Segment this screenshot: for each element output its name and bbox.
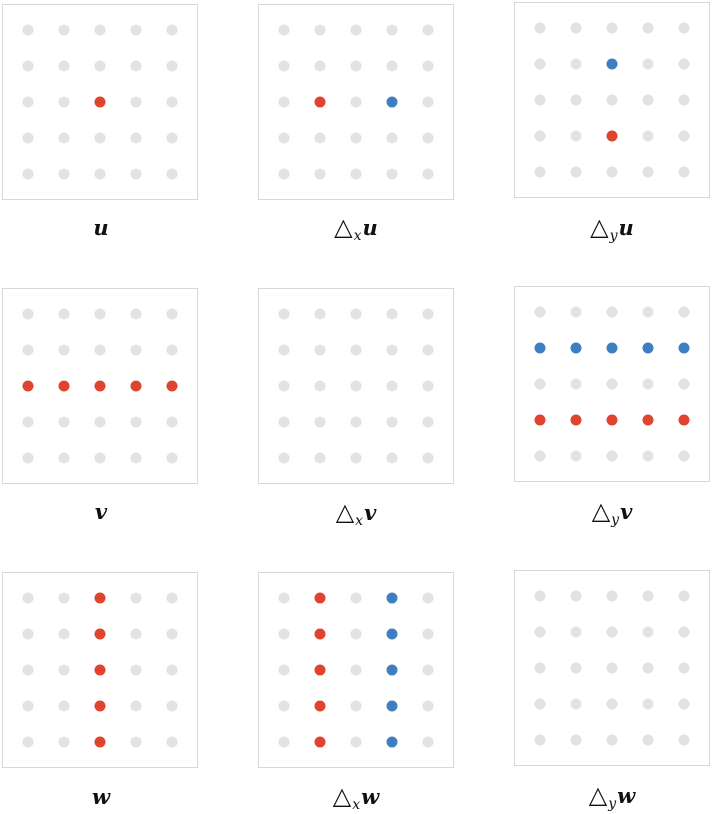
dot-gray bbox=[351, 665, 362, 676]
dot-gray bbox=[131, 737, 142, 748]
dot-gray bbox=[387, 381, 398, 392]
dot-gray bbox=[351, 97, 362, 108]
panel-u bbox=[2, 4, 198, 200]
dot-gray bbox=[351, 381, 362, 392]
dot-gray bbox=[315, 133, 326, 144]
panel-dy-u bbox=[514, 2, 710, 198]
dot-gray bbox=[59, 417, 70, 428]
caption-var: w bbox=[361, 784, 380, 809]
dot-gray bbox=[423, 169, 434, 180]
dot-gray bbox=[131, 417, 142, 428]
dot-gray bbox=[131, 97, 142, 108]
dot-red bbox=[315, 665, 326, 676]
dot-gray bbox=[607, 23, 618, 34]
caption-var: u bbox=[618, 215, 634, 240]
dot-gray bbox=[131, 453, 142, 464]
dot-gray bbox=[167, 133, 178, 144]
dot-gray bbox=[535, 167, 546, 178]
dot-gray bbox=[23, 309, 34, 320]
dot-gray bbox=[423, 737, 434, 748]
dot-gray bbox=[535, 23, 546, 34]
dot-gray bbox=[59, 61, 70, 72]
dot-gray bbox=[95, 133, 106, 144]
caption-var: v bbox=[364, 500, 377, 525]
dot-gray bbox=[23, 701, 34, 712]
panel-dy-w bbox=[514, 570, 710, 766]
dot-gray bbox=[131, 345, 142, 356]
dot-gray bbox=[23, 737, 34, 748]
dot-red bbox=[95, 665, 106, 676]
dot-gray bbox=[279, 701, 290, 712]
dot-gray bbox=[279, 417, 290, 428]
dot-gray bbox=[387, 309, 398, 320]
caption-var: w bbox=[91, 784, 111, 809]
dot-gray bbox=[679, 627, 690, 638]
dot-gray bbox=[643, 735, 654, 746]
dot-gray bbox=[423, 309, 434, 320]
dot-gray bbox=[23, 25, 34, 36]
dot-gray bbox=[423, 25, 434, 36]
dot-gray bbox=[23, 453, 34, 464]
dot-gray bbox=[59, 97, 70, 108]
panel-dx-u bbox=[258, 4, 454, 200]
dot-gray bbox=[643, 59, 654, 70]
caption-op: △ bbox=[332, 782, 352, 810]
dot-gray bbox=[351, 629, 362, 640]
dot-gray bbox=[279, 665, 290, 676]
dot-gray bbox=[279, 133, 290, 144]
dot-gray bbox=[571, 699, 582, 710]
dot-gray bbox=[351, 593, 362, 604]
dot-gray bbox=[607, 307, 618, 318]
panel-dx-v bbox=[258, 288, 454, 484]
dot-grid-dx-v bbox=[259, 289, 453, 483]
dot-gray bbox=[643, 95, 654, 106]
dot-blue bbox=[387, 737, 398, 748]
dot-gray bbox=[387, 133, 398, 144]
caption-var: v bbox=[94, 499, 108, 524]
dot-gray bbox=[351, 345, 362, 356]
dot-red bbox=[131, 381, 142, 392]
dot-blue bbox=[535, 343, 546, 354]
dot-gray bbox=[23, 169, 34, 180]
dot-red bbox=[95, 97, 106, 108]
dot-gray bbox=[59, 453, 70, 464]
dot-red bbox=[315, 97, 326, 108]
caption-sub: y bbox=[609, 228, 618, 244]
caption-var: v bbox=[620, 499, 633, 524]
dot-gray bbox=[279, 593, 290, 604]
dot-gray bbox=[423, 701, 434, 712]
dot-gray bbox=[167, 25, 178, 36]
dot-gray bbox=[423, 345, 434, 356]
caption-dy-v bbox=[514, 497, 710, 529]
dot-gray bbox=[315, 309, 326, 320]
caption-sub: x bbox=[353, 228, 362, 244]
dot-blue bbox=[607, 343, 618, 354]
dot-gray bbox=[23, 345, 34, 356]
dot-gray bbox=[351, 453, 362, 464]
dot-gray bbox=[167, 629, 178, 640]
dot-blue bbox=[679, 343, 690, 354]
dot-gray bbox=[315, 61, 326, 72]
dot-gray bbox=[423, 453, 434, 464]
dot-gray bbox=[679, 95, 690, 106]
dot-gray bbox=[643, 23, 654, 34]
dot-gray bbox=[315, 453, 326, 464]
caption-dx-w bbox=[258, 782, 454, 814]
dot-gray bbox=[351, 417, 362, 428]
dot-gray bbox=[423, 665, 434, 676]
dot-gray bbox=[387, 61, 398, 72]
dot-gray bbox=[535, 379, 546, 390]
dot-gray bbox=[315, 169, 326, 180]
dot-blue bbox=[387, 701, 398, 712]
caption-op: △ bbox=[590, 213, 609, 241]
dot-gray bbox=[59, 133, 70, 144]
dot-gray bbox=[131, 309, 142, 320]
caption-sub: y bbox=[611, 512, 620, 528]
dot-gray bbox=[59, 309, 70, 320]
dot-gray bbox=[167, 345, 178, 356]
dot-gray bbox=[571, 23, 582, 34]
dot-gray bbox=[607, 735, 618, 746]
dot-red bbox=[315, 737, 326, 748]
dot-gray bbox=[571, 663, 582, 674]
dot-gray bbox=[571, 735, 582, 746]
dot-gray bbox=[23, 593, 34, 604]
caption-dx-v bbox=[258, 498, 454, 530]
dot-gray bbox=[131, 593, 142, 604]
caption-var: u bbox=[93, 215, 109, 240]
dot-gray bbox=[535, 627, 546, 638]
dot-gray bbox=[167, 593, 178, 604]
dot-gray bbox=[535, 307, 546, 318]
dot-gray bbox=[59, 701, 70, 712]
dot-gray bbox=[535, 699, 546, 710]
caption-sub: x bbox=[355, 513, 364, 529]
dot-gray bbox=[351, 61, 362, 72]
dot-gray bbox=[571, 451, 582, 462]
dot-gray bbox=[279, 309, 290, 320]
dot-gray bbox=[131, 133, 142, 144]
caption-u bbox=[2, 213, 198, 245]
dot-gray bbox=[571, 131, 582, 142]
dot-gray bbox=[679, 663, 690, 674]
dot-gray bbox=[607, 627, 618, 638]
dot-grid-dx-u bbox=[259, 5, 453, 199]
dot-grid-w bbox=[3, 573, 197, 767]
dot-gray bbox=[571, 307, 582, 318]
dot-gray bbox=[643, 699, 654, 710]
caption-dy-w bbox=[514, 781, 710, 813]
dot-red bbox=[315, 629, 326, 640]
dot-gray bbox=[607, 451, 618, 462]
dot-gray bbox=[643, 591, 654, 602]
dot-gray bbox=[679, 379, 690, 390]
dot-gray bbox=[351, 309, 362, 320]
dot-gray bbox=[351, 701, 362, 712]
dot-gray bbox=[95, 345, 106, 356]
caption-op: △ bbox=[334, 213, 353, 241]
dot-red bbox=[95, 629, 106, 640]
dot-gray bbox=[607, 663, 618, 674]
dot-red bbox=[679, 415, 690, 426]
dot-red bbox=[95, 593, 106, 604]
dot-grid-u bbox=[3, 5, 197, 199]
dot-gray bbox=[59, 629, 70, 640]
dot-gray bbox=[643, 167, 654, 178]
dot-gray bbox=[315, 417, 326, 428]
dot-gray bbox=[535, 59, 546, 70]
dot-gray bbox=[59, 737, 70, 748]
dot-gray bbox=[607, 95, 618, 106]
dot-gray bbox=[535, 131, 546, 142]
caption-sub: y bbox=[608, 796, 617, 812]
dot-grid-dx-w bbox=[259, 573, 453, 767]
caption-op: △ bbox=[335, 498, 355, 526]
dot-gray bbox=[535, 591, 546, 602]
dot-gray bbox=[131, 629, 142, 640]
dot-gray bbox=[279, 453, 290, 464]
dot-gray bbox=[95, 417, 106, 428]
dot-gray bbox=[279, 345, 290, 356]
dot-gray bbox=[167, 169, 178, 180]
dot-gray bbox=[679, 735, 690, 746]
dot-blue bbox=[387, 665, 398, 676]
dot-red bbox=[571, 415, 582, 426]
dot-gray bbox=[423, 133, 434, 144]
dot-grid-dy-u bbox=[515, 3, 709, 197]
dot-gray bbox=[95, 61, 106, 72]
dot-gray bbox=[423, 61, 434, 72]
dot-red bbox=[23, 381, 34, 392]
dot-red bbox=[167, 381, 178, 392]
caption-dy-u bbox=[514, 213, 710, 245]
dot-gray bbox=[643, 663, 654, 674]
dot-gray bbox=[387, 345, 398, 356]
caption-sub: x bbox=[352, 797, 361, 813]
dot-blue bbox=[387, 629, 398, 640]
dot-gray bbox=[679, 23, 690, 34]
dot-gray bbox=[643, 627, 654, 638]
dot-gray bbox=[387, 169, 398, 180]
dot-gray bbox=[535, 735, 546, 746]
dot-red bbox=[59, 381, 70, 392]
dot-gray bbox=[95, 309, 106, 320]
dot-gray bbox=[571, 59, 582, 70]
dot-gray bbox=[279, 737, 290, 748]
dot-gray bbox=[279, 381, 290, 392]
dot-gray bbox=[23, 133, 34, 144]
dot-blue bbox=[387, 97, 398, 108]
dot-gray bbox=[23, 629, 34, 640]
dot-gray bbox=[571, 95, 582, 106]
dot-gray bbox=[423, 417, 434, 428]
dot-gray bbox=[423, 381, 434, 392]
dot-gray bbox=[643, 451, 654, 462]
dot-blue bbox=[607, 59, 618, 70]
dot-gray bbox=[167, 737, 178, 748]
dot-gray bbox=[23, 665, 34, 676]
dot-gray bbox=[279, 629, 290, 640]
dot-gray bbox=[679, 451, 690, 462]
dot-gray bbox=[535, 95, 546, 106]
dot-gray bbox=[59, 345, 70, 356]
caption-op: △ bbox=[588, 781, 608, 809]
dot-gray bbox=[167, 61, 178, 72]
dot-gray bbox=[535, 451, 546, 462]
dot-gray bbox=[423, 629, 434, 640]
dot-gray bbox=[131, 25, 142, 36]
dot-gray bbox=[387, 25, 398, 36]
dot-gray bbox=[167, 453, 178, 464]
caption-var: u bbox=[362, 215, 378, 240]
dot-grid-v bbox=[3, 289, 197, 483]
dot-gray bbox=[279, 61, 290, 72]
dot-gray bbox=[167, 665, 178, 676]
dot-gray bbox=[131, 701, 142, 712]
dot-gray bbox=[167, 417, 178, 428]
dot-gray bbox=[679, 591, 690, 602]
dot-gray bbox=[643, 131, 654, 142]
dot-gray bbox=[571, 167, 582, 178]
dot-gray bbox=[351, 133, 362, 144]
dot-red bbox=[315, 701, 326, 712]
dot-gray bbox=[131, 61, 142, 72]
dot-gray bbox=[59, 665, 70, 676]
dot-red bbox=[95, 737, 106, 748]
dot-gray bbox=[167, 97, 178, 108]
dot-gray bbox=[607, 699, 618, 710]
dot-gray bbox=[315, 25, 326, 36]
dot-gray bbox=[23, 61, 34, 72]
dot-gray bbox=[643, 379, 654, 390]
dot-gray bbox=[643, 307, 654, 318]
dot-gray bbox=[679, 59, 690, 70]
dot-gray bbox=[131, 169, 142, 180]
dot-blue bbox=[571, 343, 582, 354]
dot-gray bbox=[23, 417, 34, 428]
dot-gray bbox=[571, 379, 582, 390]
dot-gray bbox=[351, 25, 362, 36]
caption-v bbox=[2, 497, 198, 529]
dot-gray bbox=[315, 345, 326, 356]
dot-grid-dy-v bbox=[515, 287, 709, 481]
dot-gray bbox=[279, 25, 290, 36]
dot-gray bbox=[279, 97, 290, 108]
caption-w bbox=[2, 782, 198, 814]
dot-gray bbox=[679, 131, 690, 142]
dot-gray bbox=[59, 593, 70, 604]
panel-w bbox=[2, 572, 198, 768]
dot-gray bbox=[607, 591, 618, 602]
dot-gray bbox=[679, 699, 690, 710]
dot-gray bbox=[351, 169, 362, 180]
dot-gray bbox=[679, 307, 690, 318]
dot-gray bbox=[23, 97, 34, 108]
caption-var: w bbox=[617, 783, 636, 808]
caption-dx-u bbox=[258, 213, 454, 245]
dot-gray bbox=[571, 591, 582, 602]
dot-gray bbox=[95, 453, 106, 464]
dot-gray bbox=[387, 453, 398, 464]
panel-dy-v bbox=[514, 286, 710, 482]
dot-gray bbox=[59, 25, 70, 36]
caption-op: △ bbox=[591, 497, 611, 525]
dot-gray bbox=[423, 593, 434, 604]
dot-grid-dy-w bbox=[515, 571, 709, 765]
dot-gray bbox=[167, 309, 178, 320]
dot-gray bbox=[679, 167, 690, 178]
dot-gray bbox=[59, 169, 70, 180]
dot-gray bbox=[279, 169, 290, 180]
panel-v bbox=[2, 288, 198, 484]
dot-red bbox=[95, 381, 106, 392]
dot-gray bbox=[95, 169, 106, 180]
dot-red bbox=[643, 415, 654, 426]
dot-gray bbox=[607, 167, 618, 178]
dot-gray bbox=[607, 379, 618, 390]
dot-gray bbox=[167, 701, 178, 712]
dot-blue bbox=[387, 593, 398, 604]
dot-red bbox=[607, 131, 618, 142]
dot-gray bbox=[387, 417, 398, 428]
dot-gray bbox=[571, 627, 582, 638]
dot-gray bbox=[95, 25, 106, 36]
dot-red bbox=[315, 593, 326, 604]
dot-blue bbox=[643, 343, 654, 354]
panel-dx-w bbox=[258, 572, 454, 768]
dot-gray bbox=[351, 737, 362, 748]
dot-red bbox=[535, 415, 546, 426]
dot-gray bbox=[535, 663, 546, 674]
dot-red bbox=[95, 701, 106, 712]
dot-gray bbox=[315, 381, 326, 392]
dot-gray bbox=[131, 665, 142, 676]
dot-red bbox=[607, 415, 618, 426]
dot-gray bbox=[423, 97, 434, 108]
